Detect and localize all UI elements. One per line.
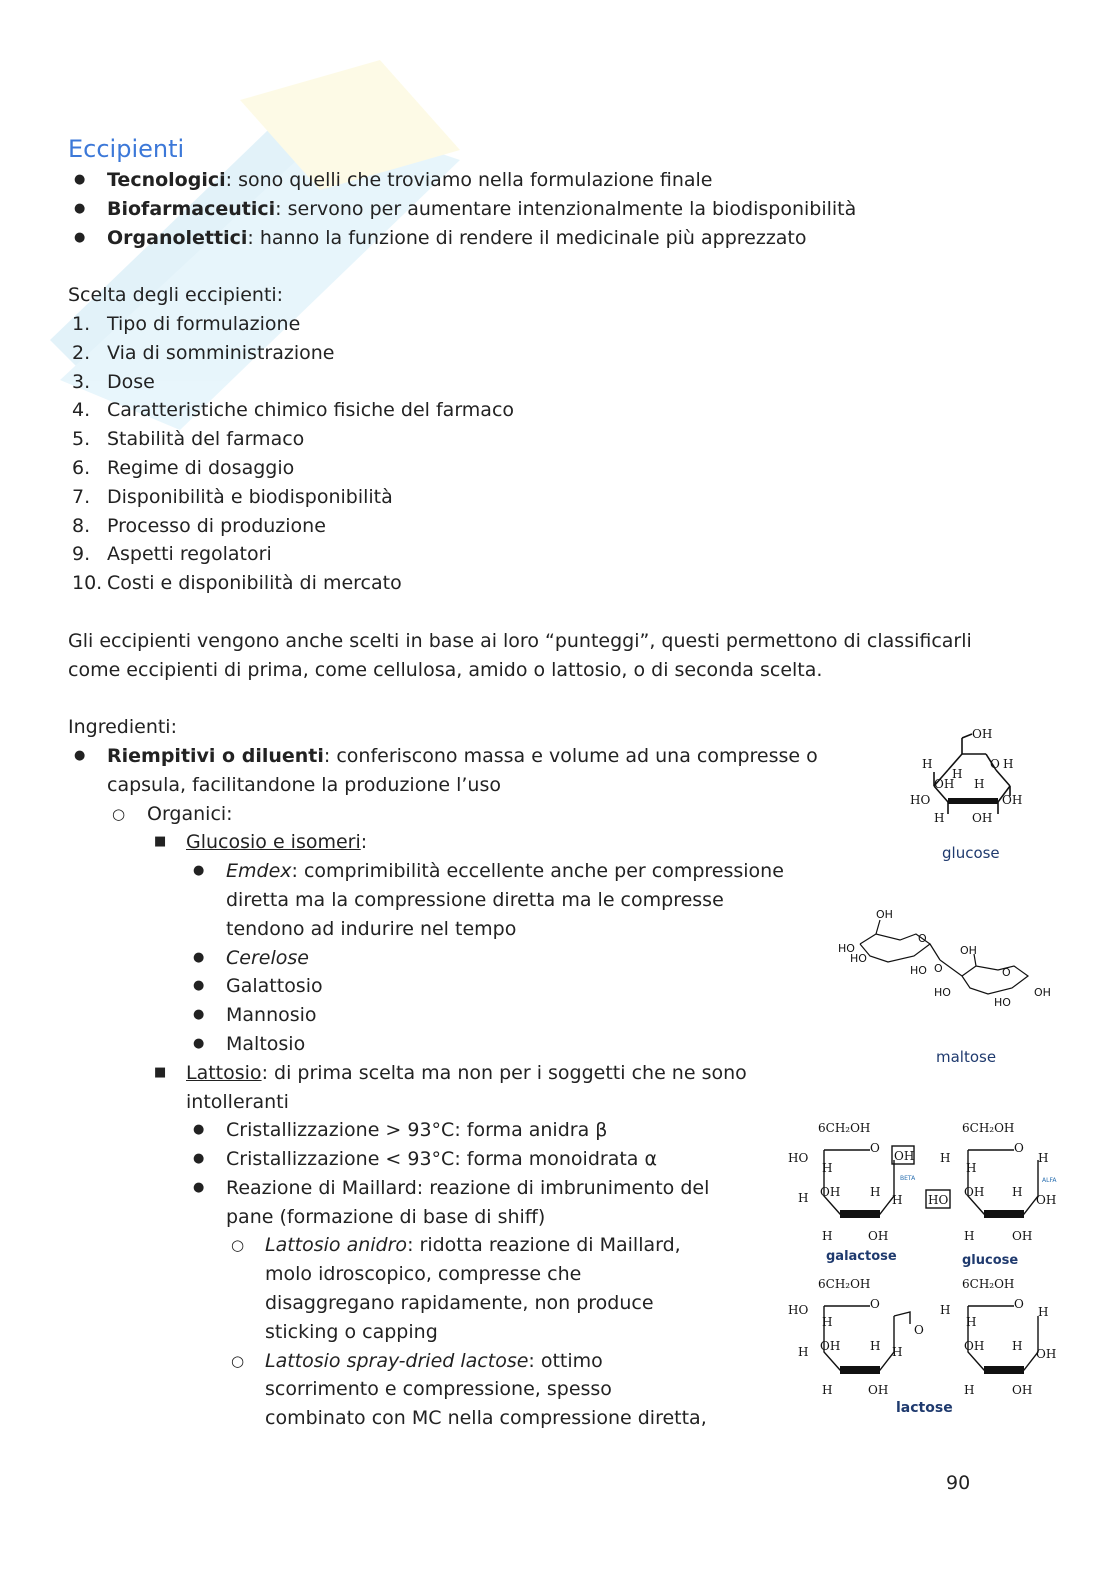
atom-label: OH <box>972 811 993 825</box>
list-item-continuation: combinato con MC nella compressione diretta, <box>265 1407 707 1430</box>
atom-label: HO <box>934 986 951 999</box>
atom-label: OH <box>934 777 955 791</box>
atom-label: O <box>1014 1141 1024 1155</box>
atom-label: H <box>822 1161 833 1175</box>
atom-label: HO <box>788 1151 809 1165</box>
atom-label: H <box>892 1193 903 1207</box>
atom-label: OH <box>894 1149 915 1163</box>
atom-label: O <box>914 1323 924 1337</box>
list-item: ■ Lattosio: di prima scelta ma non per i soggetti che ne sono <box>68 1059 1058 1088</box>
list-item: ■ Glucosio e isomeri: <box>68 828 1058 857</box>
atom-label: OH <box>876 908 893 921</box>
atom-label: HO <box>994 996 1011 1009</box>
atom-label: HO <box>910 964 927 977</box>
figure-caption: maltose <box>936 1048 997 1066</box>
atom-label: H <box>940 1303 951 1317</box>
list-item: ● Reazione di Maillard: reazione di imbrunimento del <box>68 1174 1058 1203</box>
list-item-continuation: capsula, facilitandone la produzione l’uso <box>107 773 501 796</box>
atom-label: O <box>1014 1297 1024 1311</box>
atom-label: HO <box>910 793 931 807</box>
atom-label: HO <box>928 1193 949 1207</box>
atom-label: H <box>974 777 985 791</box>
list-item: ● Riempitivi o diluenti: conferiscono massa e volume ad una compresse o <box>68 742 1058 771</box>
page-title: Eccipienti <box>68 135 185 163</box>
list-item-continuation: diretta ma la compressione diretta ma le compresse <box>226 888 724 911</box>
list-item: 7. Disponibilità e biodisponibilità <box>72 485 393 508</box>
atom-label: 6CH₂OH <box>818 1121 871 1135</box>
list-item: 3. Dose <box>72 370 155 393</box>
atom-label: OH <box>964 1185 985 1199</box>
atom-label: O <box>918 932 927 945</box>
atom-label: H <box>1003 757 1014 771</box>
atom-label: H <box>966 1161 977 1175</box>
atom-label: 6CH₂OH <box>962 1121 1015 1135</box>
atom-label: 6CH₂OH <box>962 1277 1015 1291</box>
anomer-label: BETA <box>900 1175 916 1182</box>
atom-label: O <box>870 1297 880 1311</box>
atom-label: OH <box>960 944 977 957</box>
glucose-structure <box>900 724 1040 866</box>
list-item: 8. Processo di produzione <box>72 514 326 537</box>
atom-label: H <box>940 1151 951 1165</box>
atom-label: H <box>934 811 945 825</box>
atom-label: H <box>1038 1151 1049 1165</box>
section-label: Scelta degli eccipienti: <box>68 284 284 307</box>
list-item: ● Emdex: comprimibilità eccellente anche per compressione <box>68 857 1058 886</box>
anomer-label: ALFA <box>1042 1177 1057 1184</box>
atom-label: HO <box>850 952 867 965</box>
atom-label: OH <box>1036 1347 1057 1361</box>
atom-label: H <box>1038 1305 1049 1319</box>
atom-label: O <box>934 962 943 975</box>
list-item: 2. Via di somministrazione <box>72 341 335 364</box>
atom-label: OH <box>1034 986 1051 999</box>
atom-label: H <box>822 1315 833 1329</box>
atom-label: H <box>964 1383 975 1397</box>
list-item: 5. Stabilità del farmaco <box>72 428 305 451</box>
atom-label: H <box>798 1345 809 1359</box>
list-item: ● Cristallizzazione > 93°C: forma anidra β <box>68 1116 1058 1145</box>
list-item: ● Biofarmaceutici: servono per aumentare intenzionalmente la biodisponibilità <box>68 195 1058 224</box>
list-item: ● Cristallizzazione < 93°C: forma monoidrata α <box>68 1145 1058 1174</box>
figure-caption: glucose <box>942 844 1000 862</box>
maltose-structure <box>830 904 1060 1074</box>
atom-label: OH <box>1012 1383 1033 1397</box>
list-item-continuation: scorrimento e compressione, spesso <box>265 1378 612 1401</box>
atom-label: OH <box>820 1339 841 1353</box>
list-item: 10. Costi e disponibilità di mercato <box>72 572 402 595</box>
atom-label: H <box>964 1229 975 1243</box>
list-item: ○ Lattosio anidro: ridotta reazione di Maillard, <box>68 1231 1058 1260</box>
list-item-continuation: disaggregano rapidamente, non produce <box>265 1292 654 1315</box>
list-item: 9. Aspetti regolatori <box>72 543 272 566</box>
atom-label: HO <box>838 942 855 955</box>
list-item: ● Maltosio <box>68 1030 1058 1059</box>
list-item: ● Galattosio <box>68 972 1058 1001</box>
atom-label: H <box>822 1383 833 1397</box>
atom-label: O <box>870 1141 880 1155</box>
atom-label: OH <box>868 1229 889 1243</box>
list-item: ○ Organici: <box>68 800 1058 829</box>
atom-label: H <box>870 1185 881 1199</box>
list-item: ● Cerelose <box>68 944 1058 973</box>
atom-label: H <box>1012 1185 1023 1199</box>
atom-label: OH <box>964 1339 985 1353</box>
atom-label: H <box>892 1345 903 1359</box>
figure-caption: galactose <box>826 1249 897 1264</box>
list-item: 6. Regime di dosaggio <box>72 456 295 479</box>
section-label: Ingredienti: <box>68 716 177 739</box>
paragraph-line: Gli eccipienti vengono anche scelti in base ai loro “punteggi”, questi permettono di classificarli <box>68 629 972 652</box>
list-item-continuation: intolleranti <box>186 1090 289 1113</box>
list-item: ● Mannosio <box>68 1001 1058 1030</box>
figure-caption: glucose <box>962 1253 1019 1268</box>
atom-label: H <box>822 1229 833 1243</box>
lactose-structures <box>784 1116 1064 1420</box>
list-item-continuation: molo idroscopico, compresse che <box>265 1263 582 1286</box>
atom-label: OH <box>1036 1193 1057 1207</box>
atom-label: H <box>870 1339 881 1353</box>
list-item: 1. Tipo di formulazione <box>72 312 301 335</box>
atom-label: 6CH₂OH <box>818 1277 871 1291</box>
atom-label: O <box>1002 966 1011 979</box>
atom-label: H <box>798 1191 809 1205</box>
list-item-continuation: tendono ad indurire nel tempo <box>226 917 517 940</box>
list-item-continuation: sticking o capping <box>265 1320 438 1343</box>
atom-label: H <box>1012 1339 1023 1353</box>
list-item-continuation: pane (formazione di base di shiff) <box>226 1205 546 1228</box>
atom-label: OH <box>868 1383 889 1397</box>
list-item: ○ Lattosio spray-dried lactose: ottimo <box>68 1347 1058 1376</box>
atom-label: OH <box>820 1185 841 1199</box>
atom-label: HO <box>788 1303 809 1317</box>
page-number: 90 <box>946 1472 971 1494</box>
list-item: ● Tecnologici: sono quelli che troviamo nella formulazione finale <box>68 166 1058 195</box>
paragraph-line: come eccipienti di prima, come cellulosa, amido o lattosio, o di seconda scelta. <box>68 658 823 681</box>
list-item: ● Organolettici: hanno la funzione di rendere il medicinale più apprezzato <box>68 224 1058 253</box>
atom-label: O <box>990 757 1000 771</box>
atom-label: OH <box>1012 1229 1033 1243</box>
atom-label: OH <box>972 727 993 741</box>
atom-label: H <box>966 1315 977 1329</box>
figure-caption: lactose <box>896 1400 953 1416</box>
atom-label: H <box>952 767 963 781</box>
atom-label: OH <box>1002 793 1023 807</box>
list-item: 4. Caratteristiche chimico fisiche del farmaco <box>72 399 515 422</box>
atom-label: H <box>922 757 933 771</box>
